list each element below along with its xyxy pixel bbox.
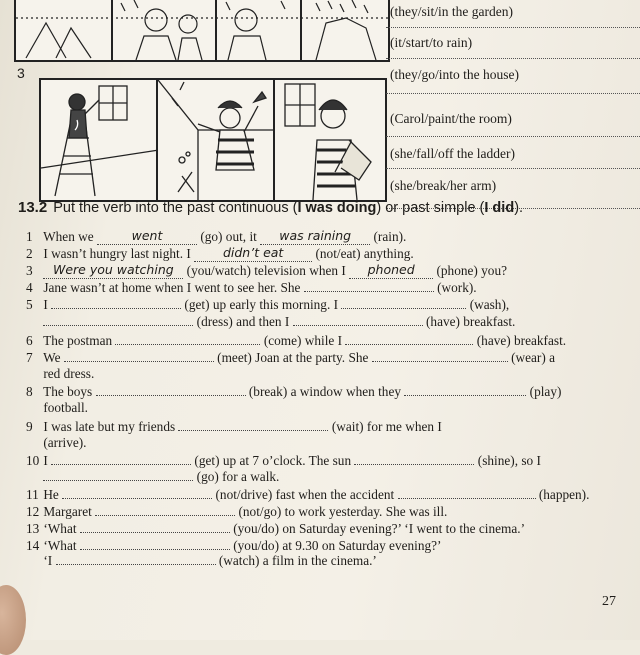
line-number: 3: [26, 263, 33, 278]
text: (not/go) to work yesterday. She was ill.: [238, 504, 448, 519]
heading-text-b: ) or past simple (: [376, 200, 485, 216]
heading-text-c: ).: [514, 200, 524, 216]
text: (dress) and then I: [196, 314, 290, 329]
exercise-line-14-cont: [26, 553, 377, 568]
text: ‘I: [43, 553, 53, 568]
answer-blank[interactable]: [51, 297, 181, 309]
text: (phone) you?: [436, 263, 507, 278]
line-number: 9: [26, 419, 33, 434]
thumb-shadow: [0, 585, 26, 655]
ladder-illustration: [41, 80, 159, 200]
text: (wash),: [469, 297, 510, 312]
line-number: 12: [26, 504, 40, 519]
line-number: 5: [26, 297, 33, 312]
answer-line-5[interactable]: [386, 168, 640, 169]
prompt-3: (they/go/into the house): [390, 67, 519, 82]
heading-bold-b: I did: [484, 200, 515, 216]
text: (watch) a film in the cinema.’: [218, 553, 377, 568]
answer-blank[interactable]: [51, 453, 191, 465]
prompt-2: (it/start/to rain): [390, 35, 473, 50]
text: red dress.: [43, 366, 95, 381]
picture-garden-rain: [14, 0, 390, 62]
picture-row-number: 3: [17, 65, 25, 81]
text: Margaret: [43, 504, 92, 519]
text: (get) up early this morning. I: [184, 297, 339, 312]
text: The boys: [43, 384, 93, 399]
answer-line-1[interactable]: [386, 27, 640, 28]
answer-blank[interactable]: [178, 419, 328, 431]
text: (wait) for me when I: [331, 419, 442, 434]
exercise-line-8-cont: [26, 400, 88, 415]
answer-blank[interactable]: [115, 333, 260, 345]
text: (shine), so I: [477, 453, 541, 468]
text: He: [43, 487, 59, 502]
handwritten-answer: Were you watching: [52, 262, 174, 277]
text: (go) out, it: [200, 229, 257, 244]
text: (you/do) at 9.30 on Saturday evening?’: [233, 538, 442, 553]
line-number: 14: [26, 538, 40, 553]
answer-blank[interactable]: [354, 453, 474, 465]
handwritten-answer: didn’t eat: [222, 245, 284, 260]
line-number: 8: [26, 384, 33, 399]
text: (have) breakfast.: [476, 333, 567, 348]
text: I was late but my friends: [43, 419, 176, 434]
picture-carol-falling: [156, 78, 278, 202]
text: (arrive).: [43, 435, 87, 450]
exercise-line-3: [26, 263, 507, 279]
answer-blank[interactable]: [398, 487, 536, 499]
prompt-6: (she/break/her arm): [390, 178, 497, 193]
text: ‘What: [43, 521, 77, 536]
text: Jane wasn’t at home when I went to see her. She: [43, 280, 301, 295]
sling-illustration: [275, 80, 385, 200]
prompt-4: (Carol/paint/the room): [390, 111, 512, 126]
answer-blank[interactable]: [293, 314, 423, 326]
answer-blank[interactable]: [80, 521, 230, 533]
text: (work).: [437, 280, 477, 295]
text: (play): [529, 384, 562, 399]
text: We: [43, 350, 61, 365]
answer-blank[interactable]: [43, 314, 193, 326]
line-number: 7: [26, 350, 33, 365]
text: (not/drive) fast when the accident: [215, 487, 395, 502]
exercise-line-10: [26, 453, 541, 468]
answer-blank[interactable]: [96, 384, 246, 396]
answer-blank[interactable]: [349, 263, 433, 279]
text: (happen).: [538, 487, 590, 502]
text: (you/do) on Saturday evening?’ ‘I went to the cinema.’: [233, 521, 526, 536]
text: (come) while I: [263, 333, 343, 348]
exercise-number: 13.2: [18, 199, 48, 216]
exercise-heading: [18, 199, 638, 216]
exercise-line-10-cont: [26, 469, 279, 484]
picture-carol-painting: [39, 78, 161, 202]
exercise-line-7: [26, 350, 555, 365]
exercise-line-6: [26, 333, 566, 348]
handwritten-answer: went: [131, 228, 163, 243]
answer-blank[interactable]: [372, 350, 508, 362]
answer-line-3[interactable]: [386, 93, 640, 94]
exercise-line-12: [26, 504, 447, 519]
handwritten-answer: was raining: [279, 228, 352, 243]
answer-blank[interactable]: [345, 333, 473, 345]
text: ‘What: [43, 538, 77, 553]
text: (go) for a walk.: [196, 469, 280, 484]
heading-bold-a: I was doing: [297, 200, 377, 216]
prompt-5: (she/fall/off the ladder): [390, 146, 515, 161]
text: I: [43, 297, 48, 312]
text: When we: [43, 229, 94, 244]
exercise-line-5-cont: [26, 314, 515, 329]
answer-blank[interactable]: [95, 504, 235, 516]
exercise-line-9-cont: [26, 435, 87, 450]
heading-text-a: Put the verb into the past continuous (: [53, 200, 298, 216]
text: The postman: [43, 333, 113, 348]
exercise-line-13: [26, 521, 525, 536]
text: (you/watch) television when I: [186, 263, 346, 278]
exercise-line-9: [26, 419, 442, 434]
answer-blank[interactable]: [404, 384, 526, 396]
answer-blank[interactable]: [43, 469, 193, 481]
text: (break) a window when they: [248, 384, 401, 399]
exercise-line-5: [26, 297, 509, 312]
page-number: 27: [602, 594, 616, 609]
exercise-line-8: [26, 384, 561, 399]
text: (not/eat) anything.: [315, 246, 414, 261]
exercise-line-7-cont: [26, 366, 94, 381]
answer-blank[interactable]: [260, 229, 370, 245]
exercise-line-11: [26, 487, 589, 502]
exercise-line-1: [26, 229, 406, 245]
text: (meet) Joan at the party. She: [217, 350, 369, 365]
text: (get) up at 7 o’clock. The sun: [194, 453, 352, 468]
answer-blank[interactable]: [56, 553, 216, 565]
answer-line-4[interactable]: [386, 136, 640, 137]
falling-illustration: [158, 80, 276, 200]
text: (wear) a: [511, 350, 555, 365]
answer-line-2[interactable]: [386, 58, 640, 59]
prompt-1: (they/sit/in the garden): [390, 4, 513, 19]
text: (rain).: [373, 229, 407, 244]
picture-carol-broken-arm: [273, 78, 387, 202]
line-number: 11: [26, 487, 39, 502]
answer-blank[interactable]: [80, 538, 230, 550]
handwritten-answer: phoned: [367, 262, 415, 277]
line-number: 6: [26, 333, 33, 348]
text: I wasn’t hungry last night. I: [43, 246, 191, 261]
answer-blank[interactable]: [304, 280, 434, 292]
line-number: 4: [26, 280, 33, 295]
line-number: 2: [26, 246, 33, 261]
exercise-line-14: [26, 538, 441, 553]
line-number: 13: [26, 521, 40, 536]
line-number: 1: [26, 229, 33, 244]
answer-blank[interactable]: [194, 246, 312, 262]
garden-illustration: [16, 0, 388, 60]
exercise-line-4: [26, 280, 477, 295]
answer-blank[interactable]: [64, 350, 214, 362]
line-number: 10: [26, 453, 40, 468]
answer-blank[interactable]: [341, 297, 466, 309]
answer-blank[interactable]: [97, 229, 197, 245]
answer-blank[interactable]: [43, 263, 183, 279]
exercise-line-2: [26, 246, 414, 262]
text: (have) breakfast.: [426, 314, 516, 329]
text: I: [43, 453, 48, 468]
text: football.: [43, 400, 89, 415]
answer-blank[interactable]: [62, 487, 212, 499]
